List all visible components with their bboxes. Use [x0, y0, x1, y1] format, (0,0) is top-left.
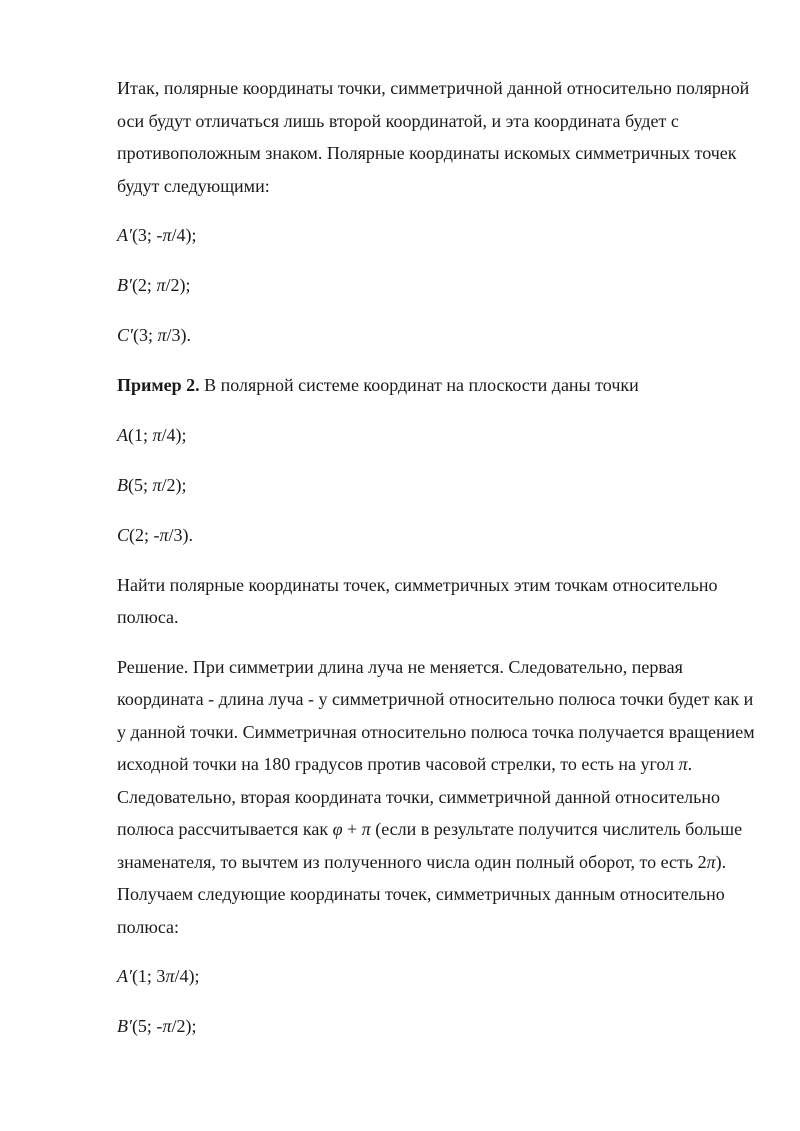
- pi-symbol: π: [678, 754, 688, 774]
- point-b-prime: [117, 269, 757, 302]
- point-name: B: [117, 474, 128, 495]
- point-tail: /2);: [161, 474, 187, 495]
- point-tail: /2);: [171, 1016, 197, 1036]
- point-tail: /4);: [171, 225, 197, 245]
- point-tail: /4);: [161, 424, 187, 445]
- point-a-prime-result: [117, 960, 757, 993]
- paragraph-intro: Итак, полярные координаты точки, симметричной данной относительно полярной оси будут отличаться лишь второй координатой, и эта координата будет с противоположным знаком. Полярные координаты искомых симметричных точек будут следующими:: [117, 78, 750, 196]
- point-name: B′: [117, 1016, 132, 1036]
- pi-symbol: π: [165, 966, 175, 986]
- plus-sign: +: [342, 819, 362, 839]
- point-coords: (3; -: [131, 225, 163, 245]
- point-coords: (5; -: [131, 1016, 163, 1036]
- solution-text-1: Решение. При симметрии длина луча не меняется. Следовательно, первая координата - длина луча - у симметричной относительно полюса точки будет как и у данной точки. Симметричная относительно полюса точка получается вращением исходной точки на 180 градусов против часовой стрелки, то есть на угол: [117, 656, 755, 774]
- point-c-prime: [117, 319, 757, 352]
- pi-symbol: π: [162, 1016, 172, 1036]
- point-b: [117, 469, 757, 502]
- point-a-prime: [117, 219, 757, 252]
- point-coords: (1;: [128, 424, 153, 445]
- pi-symbol: π: [157, 325, 167, 345]
- point-c: [117, 519, 757, 552]
- point-coords: (5;: [128, 474, 153, 495]
- point-coords: (2;: [131, 275, 157, 295]
- solution-text-2: . Следовательно, вторая координата точки, симметричной данной относительно полюса рассчитывается как: [117, 754, 721, 839]
- pi-symbol: π: [361, 819, 371, 839]
- pi-symbol: π: [706, 851, 716, 872]
- point-tail: /4);: [174, 966, 200, 986]
- point-tail: /3).: [168, 524, 194, 545]
- solution-text-3: (если в результате получится числитель больше знаменателя, то вычтем из полученного числа один полный оборот, то есть 2: [117, 819, 743, 872]
- solution-text-4: ). Получаем следующие координаты точек, симметричных данным относительно полюса:: [117, 851, 727, 937]
- pi-symbol: π: [156, 275, 166, 295]
- point-name: A′: [117, 966, 132, 986]
- example-text: В полярной системе координат на плоскости даны точки: [199, 375, 639, 395]
- paragraph-solution: [117, 651, 757, 944]
- example-heading: [117, 369, 757, 402]
- pi-symbol: π: [152, 474, 162, 495]
- point-name: C: [117, 524, 130, 545]
- paragraph-task: Найти полярные координаты точек, симметричных этим точкам относительно полюса.: [117, 574, 718, 627]
- point-coords: (2; -: [129, 524, 160, 545]
- point-tail: /2);: [165, 275, 191, 295]
- point-b-prime-result: [117, 1010, 757, 1043]
- pi-symbol: π: [152, 424, 162, 445]
- pi-symbol: π: [162, 225, 172, 245]
- point-name: C′: [117, 325, 133, 345]
- example-label: Пример 2.: [117, 375, 200, 395]
- phi-symbol: φ: [332, 819, 343, 839]
- point-coords: (3;: [132, 325, 158, 345]
- point-name: B′: [117, 275, 132, 295]
- document-page: [117, 72, 757, 1060]
- pi-symbol: π: [159, 524, 169, 545]
- point-tail: /3).: [166, 325, 191, 345]
- point-name: A: [117, 424, 128, 445]
- point-name: A′: [117, 225, 132, 245]
- point-a: [117, 419, 757, 452]
- point-coords: (1; 3: [131, 966, 166, 986]
